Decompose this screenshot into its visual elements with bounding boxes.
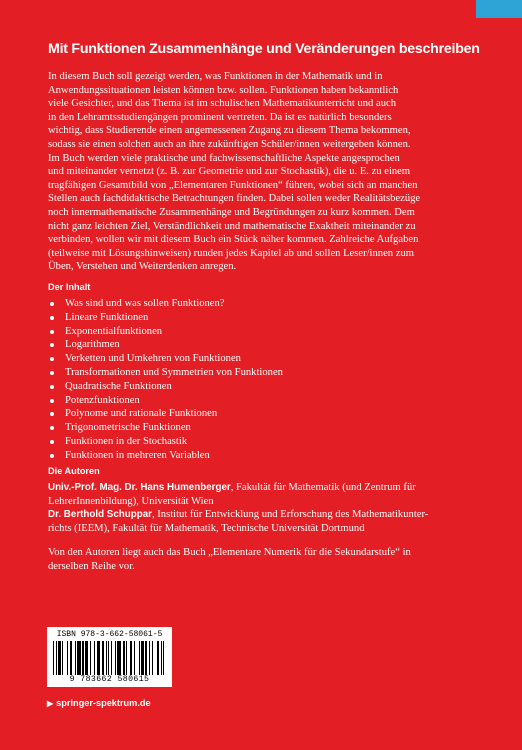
author-2-line <box>48 508 482 522</box>
contents-item-label: Lineare Funktionen <box>65 311 149 323</box>
bullet-icon <box>50 440 54 444</box>
author-1-name: Univ.-Prof. Mag. Dr. Hans Humenberger <box>48 482 231 493</box>
barcode <box>47 627 172 687</box>
contents-item-label: Trigonometrische Funktionen <box>65 422 191 434</box>
intro-line: viele Gesichter, und das Thema ist im schulischen Mathematikunterricht und auch <box>48 98 396 110</box>
intro-line: In diesem Buch soll gezeigt werden, was Funktionen in der Mathematik und in <box>48 71 383 82</box>
contents-title: Der Inhalt <box>48 282 91 292</box>
intro-line: noch innermathematische Zusammenhänge und Begründungen zu kurz kommen. Dem <box>48 206 415 218</box>
intro-line: Im Buch werden viele praktische und fachwissenschaftliche Aspekte angesprochen <box>48 152 400 164</box>
contents-item-label: Exponentialfunktionen <box>65 325 163 337</box>
intro-line: verbinden, wollen wir mit diesem Buch ein Stück näher kommen. Zahlreiche Aufgaben <box>48 234 419 246</box>
website-url: springer-spektrum.de <box>56 698 151 708</box>
bullet-icon <box>50 330 54 334</box>
back-cover-heading: Mit Funktionen Zusammenhänge und Veränderungen beschreiben <box>48 41 480 57</box>
contents-item <box>48 311 283 325</box>
author-1-affiliation: , Fakultät für Mathematik (und Zentrum für <box>230 482 416 493</box>
bullet-icon <box>50 302 54 306</box>
triangle-right-icon: ▶ <box>47 699 54 708</box>
bullet-icon <box>50 343 54 347</box>
note-line: derselben Reihe vor. <box>48 560 135 572</box>
website-link[interactable] <box>47 697 151 710</box>
isbn-label: ISBN 978-3-662-58061-5 <box>56 630 163 639</box>
intro-line: sodass sie einen solchen auch an ihre zukünftigen Schüler/innen weitergeben können. <box>48 138 411 150</box>
author-2-name: Dr. Berthold Schuppar <box>48 509 152 521</box>
contents-item <box>48 407 283 421</box>
contents-item <box>48 394 283 408</box>
ean-digits: 9 783662 580615 <box>69 675 150 684</box>
contents-item <box>48 449 283 463</box>
contents-item <box>48 338 283 352</box>
contents-item-label: Verketten und Umkehren von Funktionen <box>65 353 241 365</box>
intro-line: nicht ganz leichten Ziel, Verständlichkeit und mathematische Exaktheit miteinander zu <box>48 220 416 232</box>
intro-line: Anwendungssituationen leisten können bzw. sollen. Funktionen haben bekanntlich <box>48 84 399 96</box>
contents-item <box>48 325 283 339</box>
barcode-bar <box>164 641 165 675</box>
author-2-affiliation-cont: richts (IEEM), Fakultät für Mathematik, Technische Universität Dortmund <box>48 522 365 534</box>
intro-line: Üben, Verstehen und Weiterdenken anregen. <box>48 261 237 273</box>
contents-item-label: Quadratische Funktionen <box>65 380 172 392</box>
bullet-icon <box>50 399 54 403</box>
contents-item-label: Potenzfunktionen <box>65 394 140 406</box>
contents-item <box>48 380 283 394</box>
barcode-bars <box>53 641 166 675</box>
contents-item <box>48 435 283 449</box>
bullet-icon <box>50 454 54 458</box>
contents-item-label: Was sind und was sollen Funktionen? <box>65 298 225 309</box>
contents-item <box>48 352 283 366</box>
bullet-icon <box>50 426 54 430</box>
intro-line: und miteinander vernetzt (z. B. zur Geometrie und zur Stochastik), die u. E. zu einem <box>48 166 411 178</box>
intro-line: (teilweise mit Lösungshinweisen) runden jedes Kapitel ab und sollen Leser/innen zum <box>48 247 414 259</box>
contents-item <box>48 297 283 311</box>
intro-line: Stellen auch fachdidaktische Betrachtungen finden. Dabei sollen weder Realitätsbezüge <box>48 193 421 205</box>
related-book-note <box>48 546 482 573</box>
contents-list <box>48 297 283 463</box>
accent-stripe <box>476 0 522 18</box>
authors-title: Die Autoren <box>48 466 100 476</box>
contents-item <box>48 421 283 435</box>
bullet-icon <box>50 371 54 375</box>
contents-item-label: Polynome und rationale Funktionen <box>65 408 218 420</box>
contents-item-label: Logarithmen <box>65 339 120 351</box>
contents-item <box>48 366 283 380</box>
author-1-affiliation-cont: LehrerInnenbildung), Universität Wien <box>48 495 214 507</box>
bullet-icon <box>50 385 54 389</box>
author-2-affiliation: , Institut für Entwicklung und Erforschung des Mathematikunter- <box>151 509 429 521</box>
intro-line: tragfähigen Gesamtbild von „Elementaren Funktionen“ führen, wobei sich an manchen <box>48 179 418 191</box>
bullet-icon <box>50 316 54 320</box>
bullet-icon <box>50 412 54 416</box>
contents-item-label: Transformationen und Symmetrien von Funktionen <box>65 366 283 378</box>
intro-line: wichtig, dass Studierende einen angemessenen Zugang zu diesem Thema bekommen, <box>48 125 411 137</box>
authors-block <box>48 481 482 535</box>
intro-line: in den Lehramtsstudiengängen prominent vertreten. Da ist es natürlich besonders <box>48 111 392 123</box>
contents-item-label: Funktionen in mehreren Variablen <box>65 449 210 461</box>
author-1-line <box>48 481 482 495</box>
bullet-icon <box>50 357 54 361</box>
intro-text <box>48 70 482 274</box>
contents-item-label: Funktionen in der Stochastik <box>65 435 188 447</box>
note-line: Von den Autoren liegt auch das Buch „Elementare Numerik für die Sekundarstufe“ in <box>48 547 411 558</box>
